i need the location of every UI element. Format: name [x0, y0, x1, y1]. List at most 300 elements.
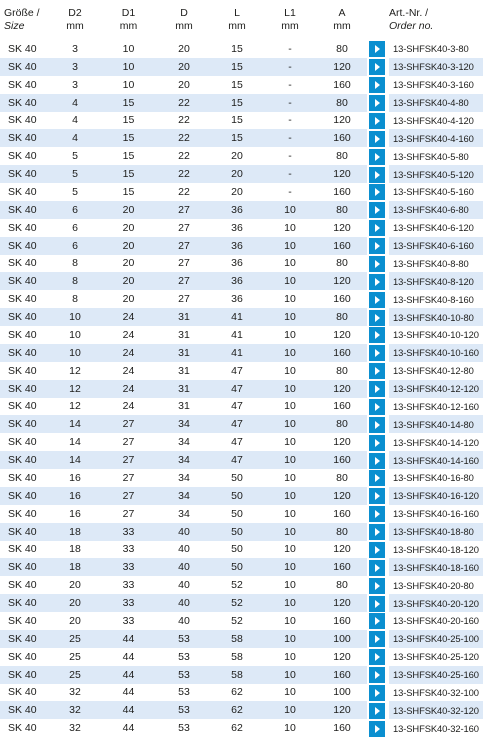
arrow-right-icon[interactable] [369, 560, 385, 576]
arrow-right-icon[interactable] [369, 488, 385, 504]
cell-size: SK 40 [8, 78, 37, 91]
cell-link[interactable] [367, 523, 389, 541]
cell-l1: 10 [284, 436, 296, 449]
arrow-right-icon[interactable] [369, 721, 385, 737]
cell-a: 120 [317, 272, 367, 290]
cell-size: SK 40 [8, 114, 37, 127]
cell-link[interactable] [367, 701, 389, 719]
cell-l: 52 [211, 594, 263, 612]
cell-link[interactable] [367, 719, 389, 737]
cell-link[interactable] [367, 237, 389, 255]
cell-d: 34 [157, 451, 211, 469]
cell-a: 80 [336, 257, 348, 270]
cell-a: 160 [333, 78, 351, 91]
cell-size: SK 40 [8, 221, 37, 234]
cell-l: 47 [231, 436, 243, 449]
cell-d1: 20 [122, 293, 135, 306]
cell-a: 160 [333, 614, 351, 627]
arrow-right-icon[interactable] [369, 149, 385, 165]
table-row [0, 40, 483, 58]
cell-d1: 27 [122, 507, 135, 520]
cell-a: 160 [317, 129, 367, 147]
cell-link[interactable] [367, 219, 389, 237]
arrow-right-icon[interactable] [369, 381, 385, 397]
arrow-right-icon[interactable] [369, 649, 385, 665]
cell-d: 34 [178, 471, 190, 484]
header-l [211, 0, 263, 40]
cell-size: SK 40 [8, 328, 37, 341]
cell-a: 160 [333, 293, 351, 306]
cell-d: 22 [178, 114, 190, 127]
cell-order-no: 13-SHFSK40-12-160 [393, 400, 479, 412]
cell-link[interactable] [367, 362, 389, 380]
cell-d: 53 [178, 722, 190, 735]
cell-l: 15 [231, 114, 243, 127]
cell-size: SK 40 [8, 471, 37, 484]
arrow-right-icon[interactable] [369, 274, 385, 290]
arrow-right-icon[interactable] [369, 310, 385, 326]
cell-d: 31 [157, 308, 211, 326]
cell-d1: 20 [100, 201, 157, 219]
cell-l: 52 [231, 614, 243, 627]
cell-a: 120 [333, 543, 351, 556]
cell-order-no: 13-SHFSK40-25-160 [389, 666, 483, 684]
cell-link[interactable] [367, 505, 389, 523]
cell-d2: 10 [50, 308, 100, 326]
cell-link[interactable] [367, 433, 389, 451]
cell-l1: 10 [284, 650, 296, 663]
cell-d2: 8 [72, 293, 78, 306]
table-row [0, 433, 483, 451]
cell-d1: 24 [100, 308, 157, 326]
cell-d1: 20 [122, 257, 135, 270]
cell-d2: 25 [50, 666, 100, 684]
cell-d2: 12 [50, 380, 100, 398]
cell-order-no: 13-SHFSK40-4-160 [389, 129, 483, 147]
cell-l1: - [263, 129, 317, 147]
cell-link[interactable] [367, 594, 389, 612]
cell-link[interactable] [367, 290, 389, 308]
cell-link[interactable] [367, 415, 389, 433]
cell-d2: 25 [50, 630, 100, 648]
table-row [0, 666, 483, 684]
cell-d1: 15 [100, 165, 157, 183]
cell-d1: 33 [122, 614, 135, 627]
cell-a: 100 [333, 686, 351, 699]
arrow-right-icon[interactable] [369, 292, 385, 308]
cell-l: 47 [211, 451, 263, 469]
cell-l1: 10 [284, 471, 296, 484]
header-l-unit: mm [228, 20, 246, 32]
cell-d2: 14 [50, 451, 100, 469]
arrow-right-icon[interactable] [369, 578, 385, 594]
cell-d1: 24 [122, 328, 135, 341]
cell-d: 31 [157, 344, 211, 362]
cell-d: 34 [178, 436, 190, 449]
table-row [0, 523, 483, 541]
cell-d2: 8 [72, 257, 78, 270]
cell-d2: 32 [69, 722, 81, 735]
cell-l: 15 [231, 78, 243, 91]
cell-size: SK 40 [0, 630, 50, 648]
table-row [0, 362, 483, 380]
arrow-right-icon[interactable] [369, 417, 385, 433]
table-row [0, 290, 483, 308]
cell-link[interactable] [367, 183, 389, 201]
cell-link[interactable] [367, 94, 389, 112]
cell-l1: 10 [284, 543, 296, 556]
cell-a: 120 [317, 701, 367, 719]
cell-d1: 24 [100, 380, 157, 398]
cell-link[interactable] [367, 487, 389, 505]
cell-d1: 15 [122, 185, 135, 198]
cell-link[interactable] [367, 272, 389, 290]
cell-size: SK 40 [0, 272, 50, 290]
table-row [0, 398, 483, 416]
cell-d: 22 [157, 94, 211, 112]
cell-link[interactable] [367, 40, 389, 58]
cell-d: 40 [157, 594, 211, 612]
cell-d1: 10 [100, 58, 157, 76]
table-row [0, 183, 483, 201]
arrow-right-icon[interactable] [369, 167, 385, 183]
cell-link[interactable] [367, 58, 389, 76]
arrow-right-icon[interactable] [369, 631, 385, 647]
cell-a: 160 [317, 237, 367, 255]
cell-d2: 8 [50, 272, 100, 290]
arrow-right-icon[interactable] [369, 685, 385, 701]
cell-l1: 10 [284, 507, 296, 520]
table-row [0, 469, 483, 487]
table-row [0, 112, 483, 130]
cell-size: SK 40 [0, 201, 50, 219]
arrow-right-icon[interactable] [369, 220, 385, 236]
cell-d: 34 [157, 415, 211, 433]
cell-link[interactable] [367, 129, 389, 147]
cell-l: 36 [231, 257, 243, 270]
cell-size: SK 40 [8, 150, 37, 163]
cell-order-no: 13-SHFSK40-8-160 [393, 293, 474, 305]
cell-d1: 33 [122, 579, 135, 592]
cell-size: SK 40 [0, 701, 50, 719]
header-a [317, 0, 367, 40]
cell-l: 58 [231, 650, 243, 663]
cell-order-no: 13-SHFSK40-18-80 [389, 523, 483, 541]
cell-d1: 33 [100, 558, 157, 576]
cell-link[interactable] [367, 165, 389, 183]
table-row [0, 129, 483, 147]
cell-d2: 32 [69, 686, 81, 699]
cell-d: 22 [178, 150, 190, 163]
cell-a: 80 [317, 415, 367, 433]
cell-l1: 10 [284, 293, 296, 306]
arrow-right-icon[interactable] [369, 184, 385, 200]
cell-l: 52 [231, 579, 243, 592]
cell-d2: 3 [50, 58, 100, 76]
cell-l1: 10 [284, 364, 296, 377]
cell-order-no: 13-SHFSK40-14-120 [393, 436, 479, 448]
cell-order-no: 13-SHFSK40-10-80 [389, 308, 483, 326]
cell-d: 40 [157, 558, 211, 576]
cell-link[interactable] [367, 201, 389, 219]
cell-link[interactable] [367, 684, 389, 702]
cell-l1: 10 [284, 686, 296, 699]
header-d-label: D [180, 7, 188, 19]
header-d2 [50, 0, 100, 40]
arrow-right-icon[interactable] [369, 77, 385, 93]
table-row [0, 58, 483, 76]
cell-link[interactable] [367, 147, 389, 165]
table-row [0, 648, 483, 666]
arrow-right-icon[interactable] [369, 613, 385, 629]
header-l-label: L [234, 7, 240, 19]
cell-d1: 10 [122, 42, 135, 55]
arrow-right-icon[interactable] [369, 667, 385, 683]
cell-d: 22 [157, 165, 211, 183]
cell-l: 47 [211, 380, 263, 398]
arrow-right-icon[interactable] [369, 399, 385, 415]
cell-l1: - [288, 78, 292, 91]
cell-link[interactable] [367, 666, 389, 684]
cell-l1: - [263, 94, 317, 112]
cell-a: 120 [333, 114, 351, 127]
cell-link[interactable] [367, 380, 389, 398]
cell-d2: 5 [50, 165, 100, 183]
cell-d2: 18 [69, 543, 81, 556]
header-order [367, 0, 483, 40]
table-row [0, 255, 483, 273]
cell-order-no: 13-SHFSK40-10-120 [393, 329, 479, 341]
cell-d: 40 [178, 579, 190, 592]
cell-order-no: 13-SHFSK40-5-160 [393, 186, 474, 198]
arrow-right-icon[interactable] [369, 435, 385, 451]
cell-a: 80 [336, 150, 348, 163]
header-d1-unit: mm [119, 20, 138, 32]
cell-size: SK 40 [0, 94, 50, 112]
cell-order-no: 13-SHFSK40-18-120 [393, 543, 479, 555]
cell-d1: 44 [100, 701, 157, 719]
cell-l: 50 [231, 507, 243, 520]
cell-size: SK 40 [8, 650, 37, 663]
cell-a: 160 [317, 558, 367, 576]
cell-d2: 20 [69, 579, 81, 592]
cell-size: SK 40 [0, 165, 50, 183]
cell-l: 20 [211, 165, 263, 183]
cell-link[interactable] [367, 308, 389, 326]
arrow-right-icon[interactable] [369, 59, 385, 75]
arrow-right-icon[interactable] [369, 542, 385, 558]
cell-a: 80 [336, 364, 348, 377]
header-a-unit: mm [333, 20, 351, 32]
cell-order-no: 13-SHFSK40-8-80 [393, 257, 469, 269]
cell-order-no: 13-SHFSK40-20-120 [389, 594, 483, 612]
arrow-right-icon[interactable] [369, 363, 385, 379]
cell-a: 160 [333, 722, 351, 735]
cell-order-no: 13-SHFSK40-5-80 [393, 150, 469, 162]
cell-order-no: 13-SHFSK40-10-160 [389, 344, 483, 362]
cell-l1: 10 [263, 201, 317, 219]
cell-l1: 10 [284, 328, 296, 341]
cell-d1: 24 [100, 344, 157, 362]
header-size [0, 0, 50, 40]
cell-order-no: 13-SHFSK40-4-120 [393, 114, 474, 126]
cell-d: 31 [178, 400, 190, 413]
arrow-right-icon[interactable] [369, 131, 385, 147]
arrow-right-icon[interactable] [369, 238, 385, 254]
cell-link[interactable] [367, 344, 389, 362]
cell-d: 20 [157, 58, 211, 76]
cell-size: SK 40 [8, 722, 37, 735]
cell-order-no: 13-SHFSK40-3-120 [389, 58, 483, 76]
cell-a: 80 [317, 523, 367, 541]
cell-link[interactable] [367, 451, 389, 469]
cell-link[interactable] [367, 558, 389, 576]
cell-d1: 15 [100, 129, 157, 147]
cell-order-no: 13-SHFSK40-3-80 [393, 43, 469, 55]
table-row [0, 344, 483, 362]
arrow-right-icon[interactable] [369, 345, 385, 361]
cell-d2: 10 [69, 328, 81, 341]
cell-d1: 44 [100, 666, 157, 684]
arrow-right-icon[interactable] [369, 95, 385, 111]
cell-link[interactable] [367, 326, 389, 344]
arrow-right-icon[interactable] [369, 470, 385, 486]
arrow-right-icon[interactable] [369, 41, 385, 57]
cell-size: SK 40 [8, 257, 37, 270]
cell-size: SK 40 [8, 185, 37, 198]
header-l1-label: L1 [284, 7, 296, 19]
arrow-right-icon[interactable] [369, 453, 385, 469]
arrow-right-icon[interactable] [369, 506, 385, 522]
cell-d: 40 [157, 523, 211, 541]
cell-d1: 27 [122, 436, 135, 449]
arrow-right-icon[interactable] [369, 596, 385, 612]
cell-l1: 10 [263, 594, 317, 612]
cell-d1: 44 [100, 630, 157, 648]
arrow-right-icon[interactable] [369, 327, 385, 343]
arrow-right-icon[interactable] [369, 113, 385, 129]
cell-d: 53 [157, 701, 211, 719]
table-row [0, 505, 483, 523]
cell-d1: 20 [122, 221, 135, 234]
cell-l1: - [263, 165, 317, 183]
cell-order-no: 13-SHFSK40-32-100 [393, 686, 479, 698]
header-d-unit: mm [175, 20, 193, 32]
cell-a: 160 [333, 507, 351, 520]
cell-l: 47 [231, 400, 243, 413]
header-order-label: Art.-Nr. / [389, 7, 429, 19]
cell-size: SK 40 [0, 344, 50, 362]
header-l1-unit: mm [281, 20, 299, 32]
table-row [0, 612, 483, 630]
cell-l: 47 [231, 364, 243, 377]
cell-size: SK 40 [0, 666, 50, 684]
arrow-right-icon[interactable] [369, 256, 385, 272]
cell-a: 160 [317, 451, 367, 469]
cell-size: SK 40 [8, 686, 37, 699]
cell-d2: 32 [50, 701, 100, 719]
cell-d1: 15 [122, 150, 135, 163]
cell-l: 50 [231, 543, 243, 556]
cell-l1: 10 [263, 487, 317, 505]
cell-link[interactable] [367, 398, 389, 416]
cell-d2: 5 [72, 150, 78, 163]
cell-l1: 10 [284, 221, 296, 234]
cell-d: 22 [157, 129, 211, 147]
cell-order-no: 13-SHFSK40-25-120 [393, 651, 479, 663]
cell-l: 20 [231, 185, 243, 198]
cell-a: 120 [333, 221, 351, 234]
cell-d1: 15 [100, 94, 157, 112]
table-row [0, 219, 483, 237]
arrow-right-icon[interactable] [369, 524, 385, 540]
arrow-right-icon[interactable] [369, 202, 385, 218]
cell-a: 80 [317, 94, 367, 112]
cell-d1: 27 [100, 487, 157, 505]
cell-order-no: 13-SHFSK40-20-160 [393, 615, 479, 627]
cell-link[interactable] [367, 469, 389, 487]
cell-d: 40 [178, 543, 190, 556]
cell-a: 120 [317, 594, 367, 612]
cell-l: 36 [211, 237, 263, 255]
cell-link[interactable] [367, 648, 389, 666]
cell-link[interactable] [367, 112, 389, 130]
cell-d: 53 [157, 630, 211, 648]
cell-d2: 20 [50, 594, 100, 612]
cell-d: 27 [157, 201, 211, 219]
cell-l: 36 [211, 201, 263, 219]
cell-d: 40 [178, 614, 190, 627]
arrow-right-icon[interactable] [369, 703, 385, 719]
cell-l: 36 [211, 272, 263, 290]
cell-a: 80 [317, 201, 367, 219]
cell-d2: 12 [69, 400, 81, 413]
table-row [0, 415, 483, 433]
table-row [0, 576, 483, 594]
cell-l: 58 [211, 666, 263, 684]
cell-order-no: 13-SHFSK40-14-80 [389, 415, 483, 433]
cell-size: SK 40 [8, 293, 37, 306]
cell-link[interactable] [367, 630, 389, 648]
cell-order-no: 13-SHFSK40-5-120 [389, 165, 483, 183]
cell-a: 160 [317, 344, 367, 362]
cell-l: 58 [211, 630, 263, 648]
cell-l: 15 [211, 58, 263, 76]
cell-size: SK 40 [0, 594, 50, 612]
cell-d2: 3 [72, 42, 78, 55]
cell-l1: 10 [263, 344, 317, 362]
cell-link[interactable] [367, 541, 389, 559]
cell-d1: 27 [122, 471, 135, 484]
cell-link[interactable] [367, 255, 389, 273]
cell-link[interactable] [367, 612, 389, 630]
cell-order-no: 13-SHFSK40-6-80 [389, 201, 483, 219]
cell-link[interactable] [367, 76, 389, 94]
cell-l: 62 [211, 701, 263, 719]
header-l1 [263, 0, 317, 40]
cell-link[interactable] [367, 576, 389, 594]
cell-order-no: 13-SHFSK40-16-80 [393, 472, 474, 484]
cell-d2: 16 [69, 507, 81, 520]
cell-a: 120 [317, 487, 367, 505]
cell-size: SK 40 [0, 58, 50, 76]
cell-l1: 10 [263, 272, 317, 290]
cell-d2: 5 [72, 185, 78, 198]
cell-order-no: 13-SHFSK40-8-120 [389, 272, 483, 290]
cell-size: SK 40 [0, 237, 50, 255]
cell-l1: 10 [284, 257, 296, 270]
cell-d2: 6 [50, 201, 100, 219]
